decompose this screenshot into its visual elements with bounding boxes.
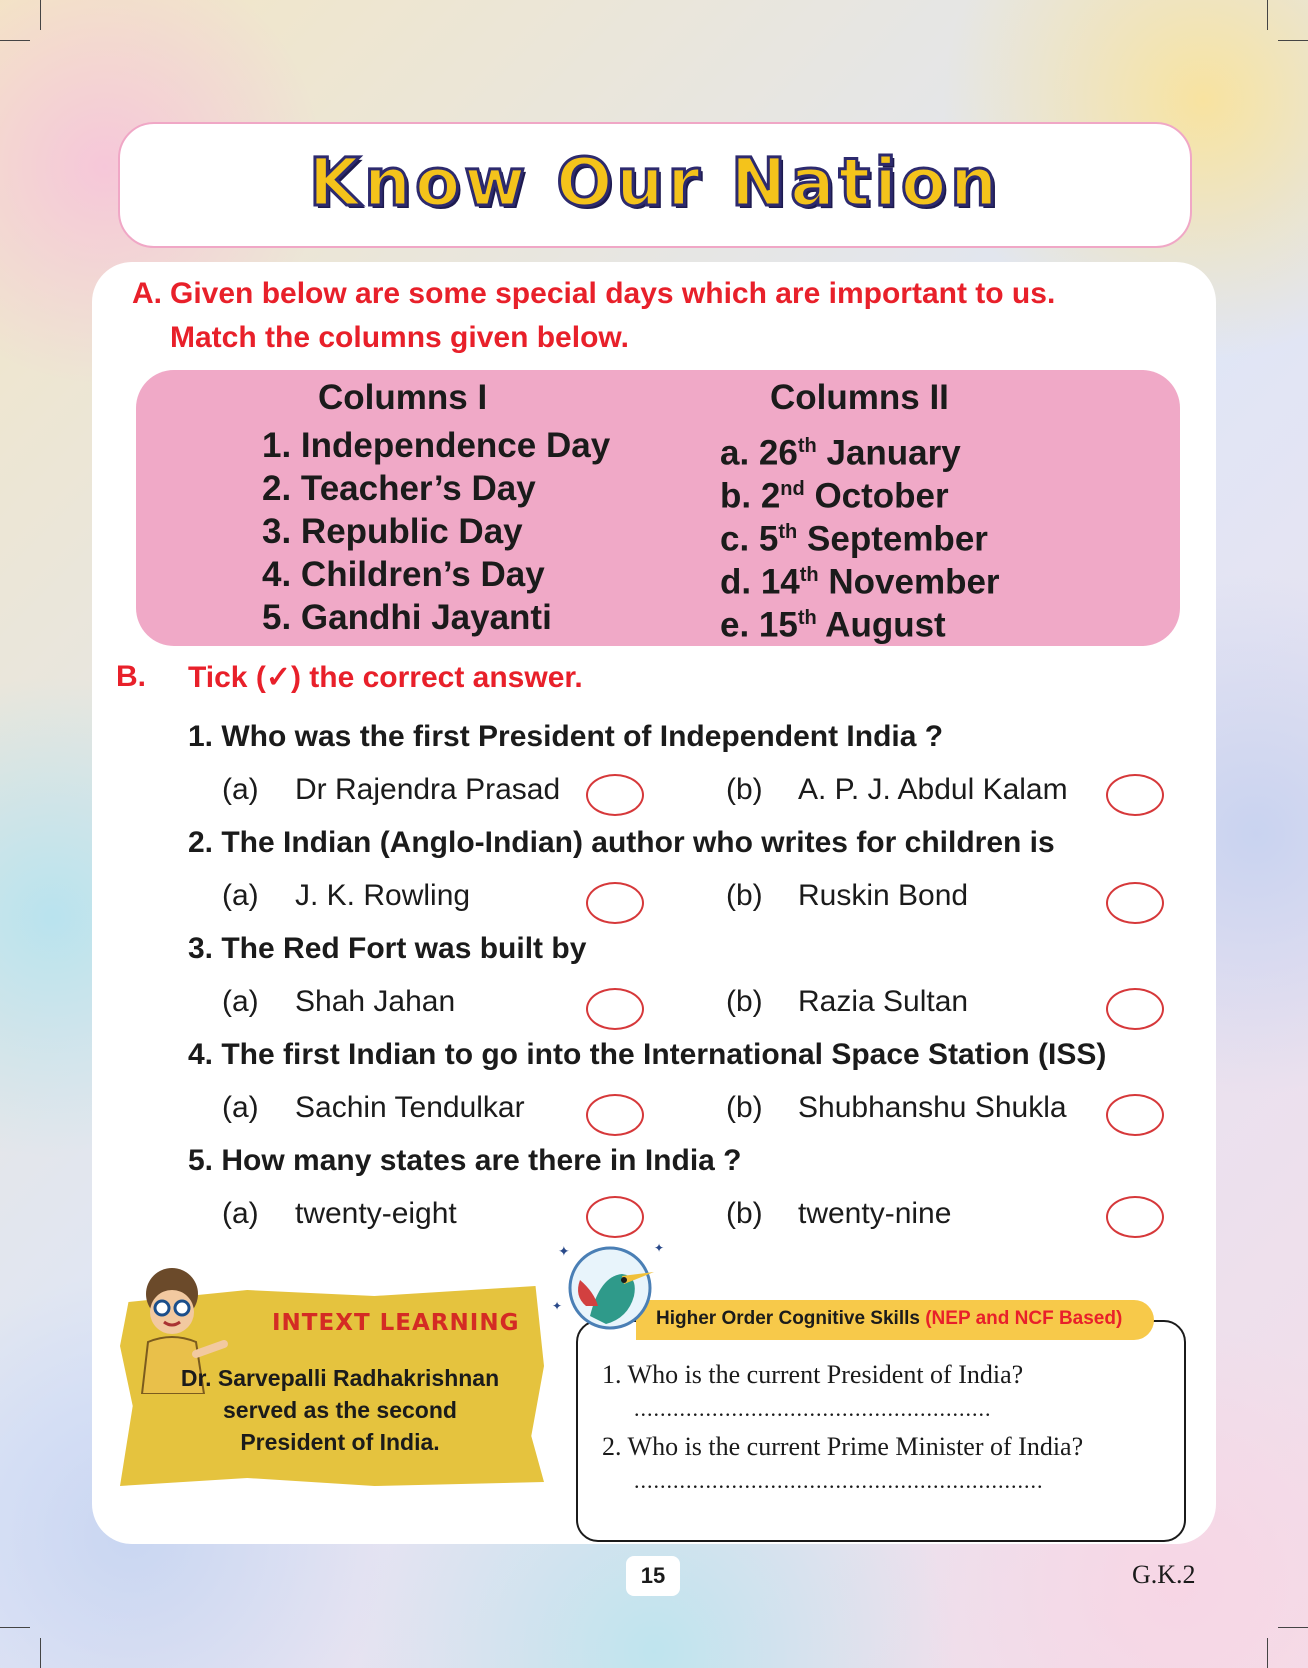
option-b-text: A. P. J. Abdul Kalam: [798, 773, 1068, 806]
question-3: 3. The Red Fort was built by: [188, 932, 587, 965]
column-1-item: 1. Independence Day: [262, 426, 611, 465]
option-b-text: twenty-nine: [798, 1197, 952, 1230]
answer-oval-b[interactable]: [1106, 988, 1164, 1030]
section-a-line1: Given below are some special days which are important to us.: [170, 277, 1056, 310]
svg-text:✦: ✦: [654, 1241, 665, 1255]
option-b-text: Ruskin Bond: [798, 879, 969, 912]
option-a-text: J. K. Rowling: [295, 879, 471, 912]
question-1: 1. Who was the first President of Independent India ?: [188, 720, 944, 753]
section-a-line2: Match the columns given below.: [170, 321, 629, 354]
option-b-label: (b): [726, 1091, 763, 1124]
option-a-label: (a): [222, 1091, 259, 1124]
answer-oval-a[interactable]: [586, 1196, 644, 1238]
column-2-item: a. 26th January: [720, 433, 961, 473]
answer-oval-b[interactable]: [1106, 882, 1164, 924]
option-a-text: twenty-eight: [295, 1197, 457, 1230]
column-2-item: c. 5th September: [720, 519, 988, 559]
answer-oval-a[interactable]: [586, 882, 644, 924]
option-b-text: Shubhanshu Shukla: [798, 1091, 1067, 1124]
crop-mark: [1267, 0, 1268, 30]
answer-oval-a[interactable]: [586, 988, 644, 1030]
option-a-label: (a): [222, 985, 259, 1018]
page-number: 15: [626, 1556, 680, 1596]
answer-line-1[interactable]: .......................................................: [634, 1396, 992, 1421]
question-2: 2. The Indian (Anglo-Indian) author who writes for children is: [188, 826, 1055, 859]
option-b-label: (b): [726, 1197, 763, 1230]
column-2-item: b. 2nd October: [720, 476, 949, 516]
answer-oval-a[interactable]: [586, 1094, 644, 1136]
option-a-label: (a): [222, 879, 259, 912]
section-a-label: A.: [132, 277, 162, 310]
answer-oval-b[interactable]: [1106, 1094, 1164, 1136]
crop-mark: [40, 1638, 41, 1668]
column-1-item: 5. Gandhi Jayanti: [262, 598, 552, 637]
crop-mark: [1278, 40, 1308, 41]
crop-mark: [1278, 1627, 1308, 1628]
crop-mark: [1267, 1638, 1268, 1668]
column-1-item: 2. Teacher’s Day: [262, 469, 536, 508]
book-code: G.K.2: [1132, 1560, 1196, 1589]
crop-mark: [40, 0, 41, 30]
option-b-text: Razia Sultan: [798, 985, 969, 1018]
option-a-text: Dr Rajendra Prasad: [295, 773, 561, 806]
svg-text:✦: ✦: [552, 1299, 563, 1313]
column-2-item: e. 15th August: [720, 605, 946, 645]
title-banner: [118, 122, 1192, 248]
column-1-item: 3. Republic Day: [262, 512, 523, 551]
bird-illustration: [550, 1236, 670, 1346]
svg-text:✦: ✦: [558, 1243, 570, 1259]
column-2-header: Columns II: [770, 378, 949, 417]
answer-oval-a[interactable]: [586, 774, 644, 816]
option-b-label: (b): [726, 879, 763, 912]
answer-oval-b[interactable]: [1106, 1196, 1164, 1238]
match-columns-box: [136, 370, 1180, 646]
question-4: 4. The first Indian to go into the International Space Station (ISS): [188, 1038, 1107, 1071]
section-b-title: Tick (✓) the correct answer.: [188, 661, 583, 694]
option-a-text: Sachin Tendulkar: [295, 1091, 525, 1124]
crop-mark: [0, 40, 30, 41]
column-2-item: d. 14th November: [720, 562, 1000, 602]
option-b-label: (b): [726, 985, 763, 1018]
option-a-label: (a): [222, 773, 259, 806]
option-b-label: (b): [726, 773, 763, 806]
option-a-label: (a): [222, 1197, 259, 1230]
crop-mark: [0, 1627, 30, 1628]
hots-box: [576, 1320, 1186, 1542]
answer-line-2[interactable]: ...............................................................: [634, 1468, 1044, 1493]
hots-question-1: 1. Who is the current President of India?: [602, 1360, 1024, 1389]
hots-title: Higher Order Cognitive Skills (NEP and NCF Based): [656, 1308, 1123, 1329]
answer-oval-b[interactable]: [1106, 774, 1164, 816]
intext-title: INTEXT LEARNING: [272, 1310, 520, 1336]
option-a-text: Shah Jahan: [295, 985, 456, 1018]
hots-question-2: 2. Who is the current Prime Minister of India?: [602, 1432, 1084, 1461]
column-1-item: 4. Children’s Day: [262, 555, 545, 594]
column-1-header: Columns I: [318, 378, 488, 417]
section-a-instruction: [132, 272, 1152, 360]
intext-body: Dr. Sarvepalli Radhakrishnan served as the second President of India.: [180, 1365, 500, 1455]
question-5: 5. How many states are there in India ?: [188, 1144, 742, 1177]
page-title: Know Our Nation: [308, 144, 1002, 221]
section-b-label: B.: [116, 660, 146, 693]
